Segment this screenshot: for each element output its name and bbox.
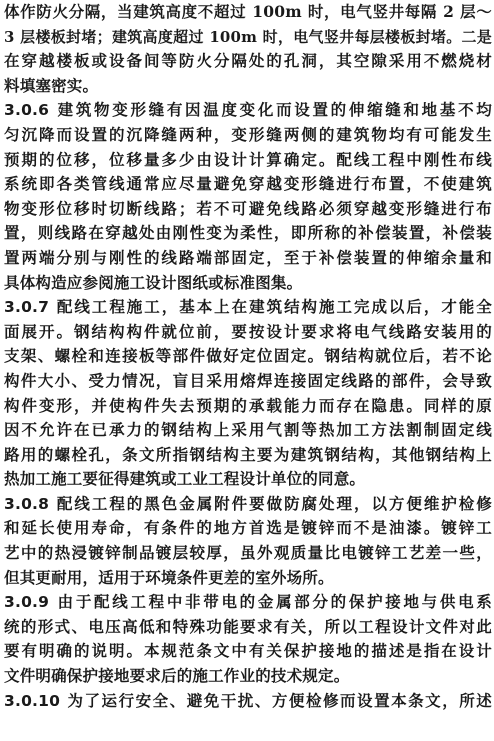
text-line: 因不允许在已承力的钢结构上采用气割等热加工方法割制固定线: [4, 420, 492, 440]
clause-3-0-7: [4, 295, 492, 492]
text-line: 艺中的热浸镀锌制品镀层较厚，虽外观质量比电镀锌工艺差一些，: [4, 543, 492, 563]
text-line: 文件明确保护接地要求后的施工作业的技术规定。: [4, 666, 350, 686]
text-line: 构件变形，并使构件失去预期的承载能力而存在隐患。同样的原: [4, 395, 492, 415]
clause-number: 3.0.6: [4, 101, 50, 120]
text-line: 面展开。钢结构构件就位前，要按设计要求将电气线路安装用的: [4, 321, 492, 341]
clause-3-0-6: [4, 98, 492, 295]
text-line-first: [4, 492, 492, 517]
text-line: 3 层楼板封堵；建筑高度超过 100m 时，电气竖井每层楼板封堵。二是: [4, 27, 492, 46]
text-line: 热加工施工要征得建筑或工业工程设计单位的同意。: [4, 469, 366, 489]
text-line: 为了运行安全、避免干扰、方便检修而设置本条文，所述: [66, 690, 492, 710]
text-line: 统的形式、电压高低和特殊功能要求有关，所以工程设计文件对此: [4, 616, 492, 636]
text-line: 要有明确的说明。本规范条文中有关保护接地的描述是指在设计: [4, 641, 492, 661]
text-line-first: [4, 98, 492, 123]
text-line: 预期的位移，位移量多少由设计计算确定。配线工程中刚性布线: [4, 149, 492, 169]
clause-number: 3.0.7: [4, 298, 50, 317]
text-line: 配线工程施工，基本上在建筑结构施工完成以后，才能全: [55, 297, 492, 317]
text-line: 配线工程的黑色金属附件要做防腐处理，以方便维护检修: [55, 493, 492, 513]
text-line: 体作防火分隔，当建筑高度不超过 100m 时，电气竖井每隔 2 层～: [4, 2, 492, 21]
text-line: 支架、螺栓和连接板等部件做好定位固定。钢结构就位后，若不论: [4, 346, 492, 366]
text-line-first: [4, 295, 492, 320]
text-line: 料填塞密实。: [4, 75, 99, 95]
text-line: 具体构造应参阅施工设计图纸或标准图集。: [4, 272, 303, 292]
text-line: 路用的螺栓孔，条文所指钢结构主要为建筑钢结构，其他钢结构上: [4, 444, 492, 464]
text-line: 构件大小、受力情况，盲目采用熔焊连接固定线路的部件，会导致: [4, 370, 492, 390]
paragraph-continued: [4, 0, 492, 98]
document-page: [4, 0, 492, 741]
clause-number: 3.0.8: [4, 494, 50, 513]
clause-3-0-8: [4, 492, 492, 590]
text-line: 和延长使用寿命，有条件的地方首选是镀锌而不是油漆。镀锌工: [4, 518, 492, 538]
text-line: 但其更耐用，适用于环境条件更差的室外场所。: [4, 567, 334, 587]
text-line: 由于配线工程中非带电的金属部分的保护接地与供电系: [55, 592, 492, 612]
text-line: 置，则线路在穿越处由刚性变为柔性，即所称的补偿装置，补偿装: [4, 223, 492, 243]
clause-3-0-9: [4, 590, 492, 688]
text-line: 匀沉降而设置的沉降缝两种，变形缝两侧的建筑物均有可能发生: [4, 124, 492, 144]
text-line: 系统即各类管线通常应尽量避免穿越变形缝进行布置，不使建筑: [4, 174, 492, 194]
clause-number: 3.0.10: [4, 691, 61, 710]
text-line: 建筑物变形缝有因温度变化而设置的伸缩缝和地基不均: [55, 100, 492, 120]
text-line-first: [4, 689, 492, 714]
clause-3-0-10: [4, 689, 492, 714]
clause-number: 3.0.9: [4, 593, 50, 612]
text-line: 物变形位移时切断线路；若不可避免线路必须穿越变形缝进行布: [4, 198, 492, 218]
text-line: 在穿越楼板或设备间等防火分隔处的孔洞，其空隙采用不燃烧材: [4, 51, 492, 71]
text-line: 置两端分别与刚性的线路端部固定，至于补偿装置的伸缩余量和: [4, 247, 492, 267]
text-line-first: [4, 590, 492, 615]
